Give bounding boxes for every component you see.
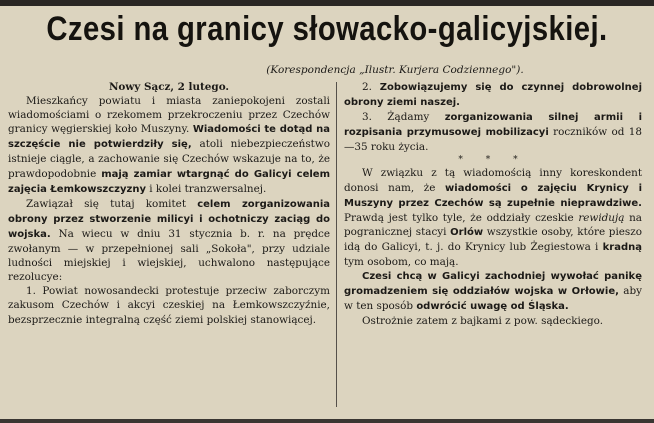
bold-text-segment: Zobowiązujemy się do czynnej dobrowolnej obrony ziemi naszej.: [344, 82, 643, 109]
bottom-rule: [0, 419, 654, 423]
text-segment: Na wiecu w dniu 31 stycznia b. r. na prędce zwołanym — w przepełnionej sali „Sokoła", przy udziale ludności miejskiej i wiejskiej, uchwalono następujące rezolucye:: [8, 227, 330, 284]
text-segment: aby w ten sposób: [344, 285, 642, 313]
paragraph-3: 1. Powiat nowosandecki protestuje przeciw zaborczym zakusom Czechów i akcyi czeskiej na Łemkowszczyźnie, bezsprzecznie integralną część ziemi polskiej stanowiącej.: [8, 285, 330, 326]
text-segment: wszystkie osoby, które pieszo idą do Galicyi, t. j. do Krynicy lub Żegiestowa i: [344, 225, 642, 253]
paragraph-2: [8, 197, 330, 285]
left-column: [8, 80, 330, 327]
paragraph-panic: [344, 269, 642, 314]
bold-text-segment: Wiadomości te dotąd na szczęście nie potwierdziły się,: [8, 124, 331, 151]
paragraph-closing: Ostrożnie zatem z bajkami z pow. sądeckiego.: [362, 315, 604, 328]
text-segment: tym osobom, co mają.: [344, 256, 459, 269]
paragraph-correspondent: [344, 166, 642, 269]
bold-text-segment: Czesi chcą w Galicyi zachodniej wywołać panikę gromadzeniem się oddziałów wojska w Orłowie,: [344, 271, 642, 298]
article-dateline: Nowy Sącz, 2 lutego.: [108, 81, 230, 93]
text-segment: atoli niebezpieczeństwo istnieje ciągle, a zachowanie się Czechów wskazuje na to, że prawdopodobnie: [8, 138, 330, 180]
text-segment: Mieszkańcy powiatu i miasta zaniepokojeni zostali wiadomościami o rzekomem przekroczeniu przez Czechów granicy węgierskiej koło Muszyny.: [8, 95, 330, 136]
text-segment: roczników od 18—35 roku życia.: [344, 126, 643, 154]
text-segment: na pogranicznej stacyi: [344, 211, 642, 238]
text-segment: Zawiązał się tutaj komitet: [26, 197, 198, 210]
text-segment: rewidują: [578, 211, 625, 224]
resolution-3: [344, 110, 642, 154]
right-column: [344, 80, 642, 329]
resolution-2: [344, 80, 642, 110]
bold-text-segment: odwrócić uwagę od Śląska.: [416, 301, 569, 313]
column-divider: [336, 82, 337, 407]
article-headline: Czesi na granicy słowacko-galicyjskiej.: [46, 10, 608, 48]
article-credit: (Korespondencja „Ilustr. Kurjera Codziennego").: [266, 64, 524, 76]
bold-text-segment: celem zorganizowania obrony przez stworzenie milicyi i ochotniczy zaciąg do wojska.: [8, 198, 330, 240]
text-segment: 3. Żądamy: [362, 111, 445, 124]
paragraph-1: [8, 94, 330, 197]
bold-text-segment: mają zamiar wtargnąć do Galicyi celem zajęcia Łemkowszczyzny: [8, 168, 330, 195]
bold-text-segment: wiadomości o zajęciu Krynicy i Muszyny przez Czechów są zupełnie nieprawdziwe.: [344, 182, 642, 209]
text-segment: Prawdą jest tylko tyle, że oddziały czeskie: [344, 211, 579, 224]
bold-text-segment: zorganizowania silnej armii i rozpisania przymusowej mobilizacyi: [344, 112, 642, 139]
text-segment: i kolei tranzwersalnej.: [145, 182, 267, 195]
bold-text-segment: Orlów: [450, 226, 484, 238]
section-separator: * * *: [458, 155, 528, 166]
text-segment: 2.: [362, 81, 380, 93]
bold-text-segment: kradną: [602, 241, 642, 253]
text-segment: W związku z tą wiadomością inny koreskondent donosi nam, że: [344, 167, 642, 194]
